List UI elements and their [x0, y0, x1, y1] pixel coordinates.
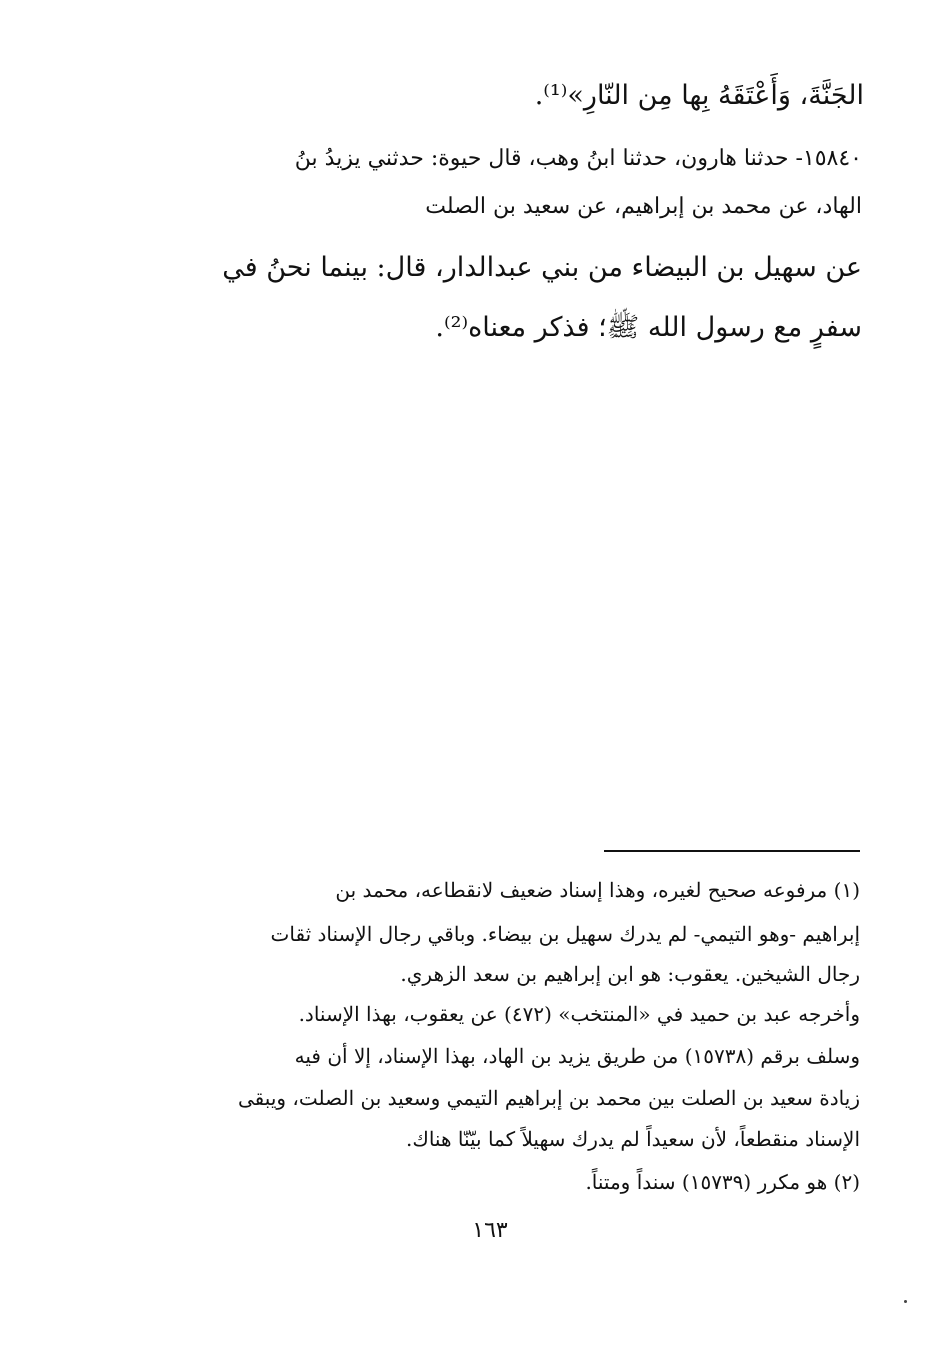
scan-speck: [904, 1300, 907, 1303]
hadith-matn-line-1: عن سهيل بن البيضاء من بني عبدالدار، قال: بينما نحنُ في: [222, 252, 862, 283]
footnote-line: رجال الشيخين. يعقوب: هو ابن إبراهيم بن سعد الزهري.: [400, 962, 860, 986]
hadith-matn-line-2: سفرٍ مع رسول الله ﷺ؛ فذكر معناه⁽²⁾.: [435, 312, 862, 343]
footnote-line: وأخرجه عبد بن حميد في «المنتخب» (٤٧٢) عن يعقوب، بهذا الإسناد.: [298, 1002, 860, 1026]
footnote-line: (٢) هو مكرر (١٥٧٣٩) سنداً ومتناً.: [585, 1170, 860, 1194]
footnote-line: زيادة سعيد بن الصلت بين محمد بن إبراهيم التيمي وسعيد بن الصلت، ويبقى: [238, 1086, 860, 1110]
continuation-line: الجَنَّةَ، وَأَعْتَقَهُ بِها مِن النّارِ»⁽¹⁾.: [534, 80, 864, 111]
footnote-line: الإسناد منقطعاً، لأن سعيداً لم يدرك سهيلاً كما بيّنّا هناك.: [405, 1127, 860, 1151]
hadith-isnad-line-1: ١٥٨٤٠- حدثنا هارون، حدثنا ابنُ وهب، قال حيوة: حدثني يزيدُ بنُ: [294, 146, 862, 171]
hadith-isnad-line-2: الهاد، عن محمد بن إبراهيم، عن سعيد بن الصلت: [425, 194, 862, 219]
footnote-line: (١) مرفوعه صحيح لغيره، وهذا إسناد ضعيف لانقطاعه، محمد بن: [335, 878, 860, 902]
footnote-line: إبراهيم -وهو التيمي- لم يدرك سهيل بن بيضاء. وباقي رجال الإسناد ثقات: [270, 922, 860, 946]
footnote-line: وسلف برقم (١٥٧٣٨) من طريق يزيد بن الهاد، بهذا الإسناد، إلا أن فيه: [294, 1044, 860, 1068]
footnote-separator: [604, 850, 860, 852]
page-number: ١٦٣: [472, 1218, 508, 1243]
